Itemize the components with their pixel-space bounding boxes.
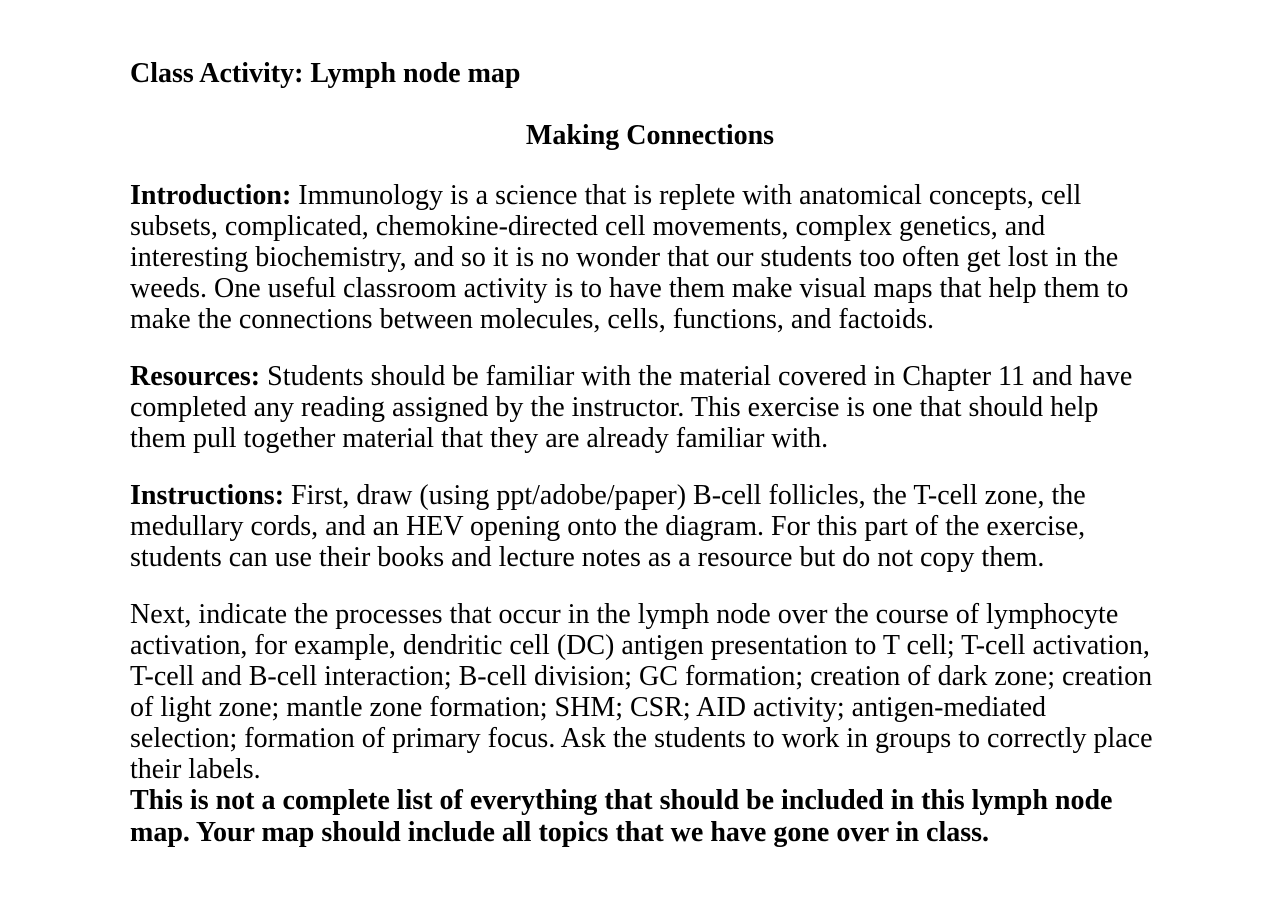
document-page [130, 56, 1160, 849]
instructions-label: Instructions: [130, 480, 285, 511]
introduction-paragraph [130, 180, 1146, 335]
instructions-paragraph [130, 480, 1146, 573]
introduction-text: Immunology is a science that is replete with anatomical concepts, cell subsets, complicated, chemokine-directed cell movements, complex genetics, and interesting biochemistry, and so it is no wonder that our students too often get lost in the weeds. One useful classroom activity is to have them make visual maps that help them to make the connections between molecules, cells, functions, and factoids. [130, 180, 1129, 335]
emphasis-note: This is not a complete list of everything that should be included in this lymph node map. Your map should include all topics that we have gone over in class. [130, 785, 1113, 848]
resources-paragraph [130, 361, 1146, 454]
instructions-text: First, draw (using ppt/adobe/paper) B-cell follicles, the T-cell zone, the medullary cords, and an HEV opening onto the diagram. For this part of the exercise, students can use their books and lecture notes as a resource but do not copy them. [130, 480, 1086, 573]
document-title: Class Activity: Lymph node map [130, 58, 521, 89]
next-step-paragraph: Next, indicate the processes that occur in the lymph node over the course of lymphocyte activation, for example, dendritic cell (DC) antigen presentation to T cell; T-cell activation, T-cell and B-cell interaction; B-cell division; GC formation; creation of dark zone; creation of light zone; mantle zone formation; SHM; CSR; AID activity; antigen-mediated selection; formation of primary focus. Ask the students to work in groups to correctly place their labels. [130, 599, 1153, 785]
resources-text: Students should be familiar with the material covered in Chapter 11 and have completed any reading assigned by the instructor. This exercise is one that should help them pull together material that they are already familiar with. [130, 361, 1133, 454]
document-subtitle: Making Connections [525, 120, 775, 151]
introduction-label: Introduction: [130, 180, 292, 211]
resources-label: Resources: [130, 361, 261, 392]
